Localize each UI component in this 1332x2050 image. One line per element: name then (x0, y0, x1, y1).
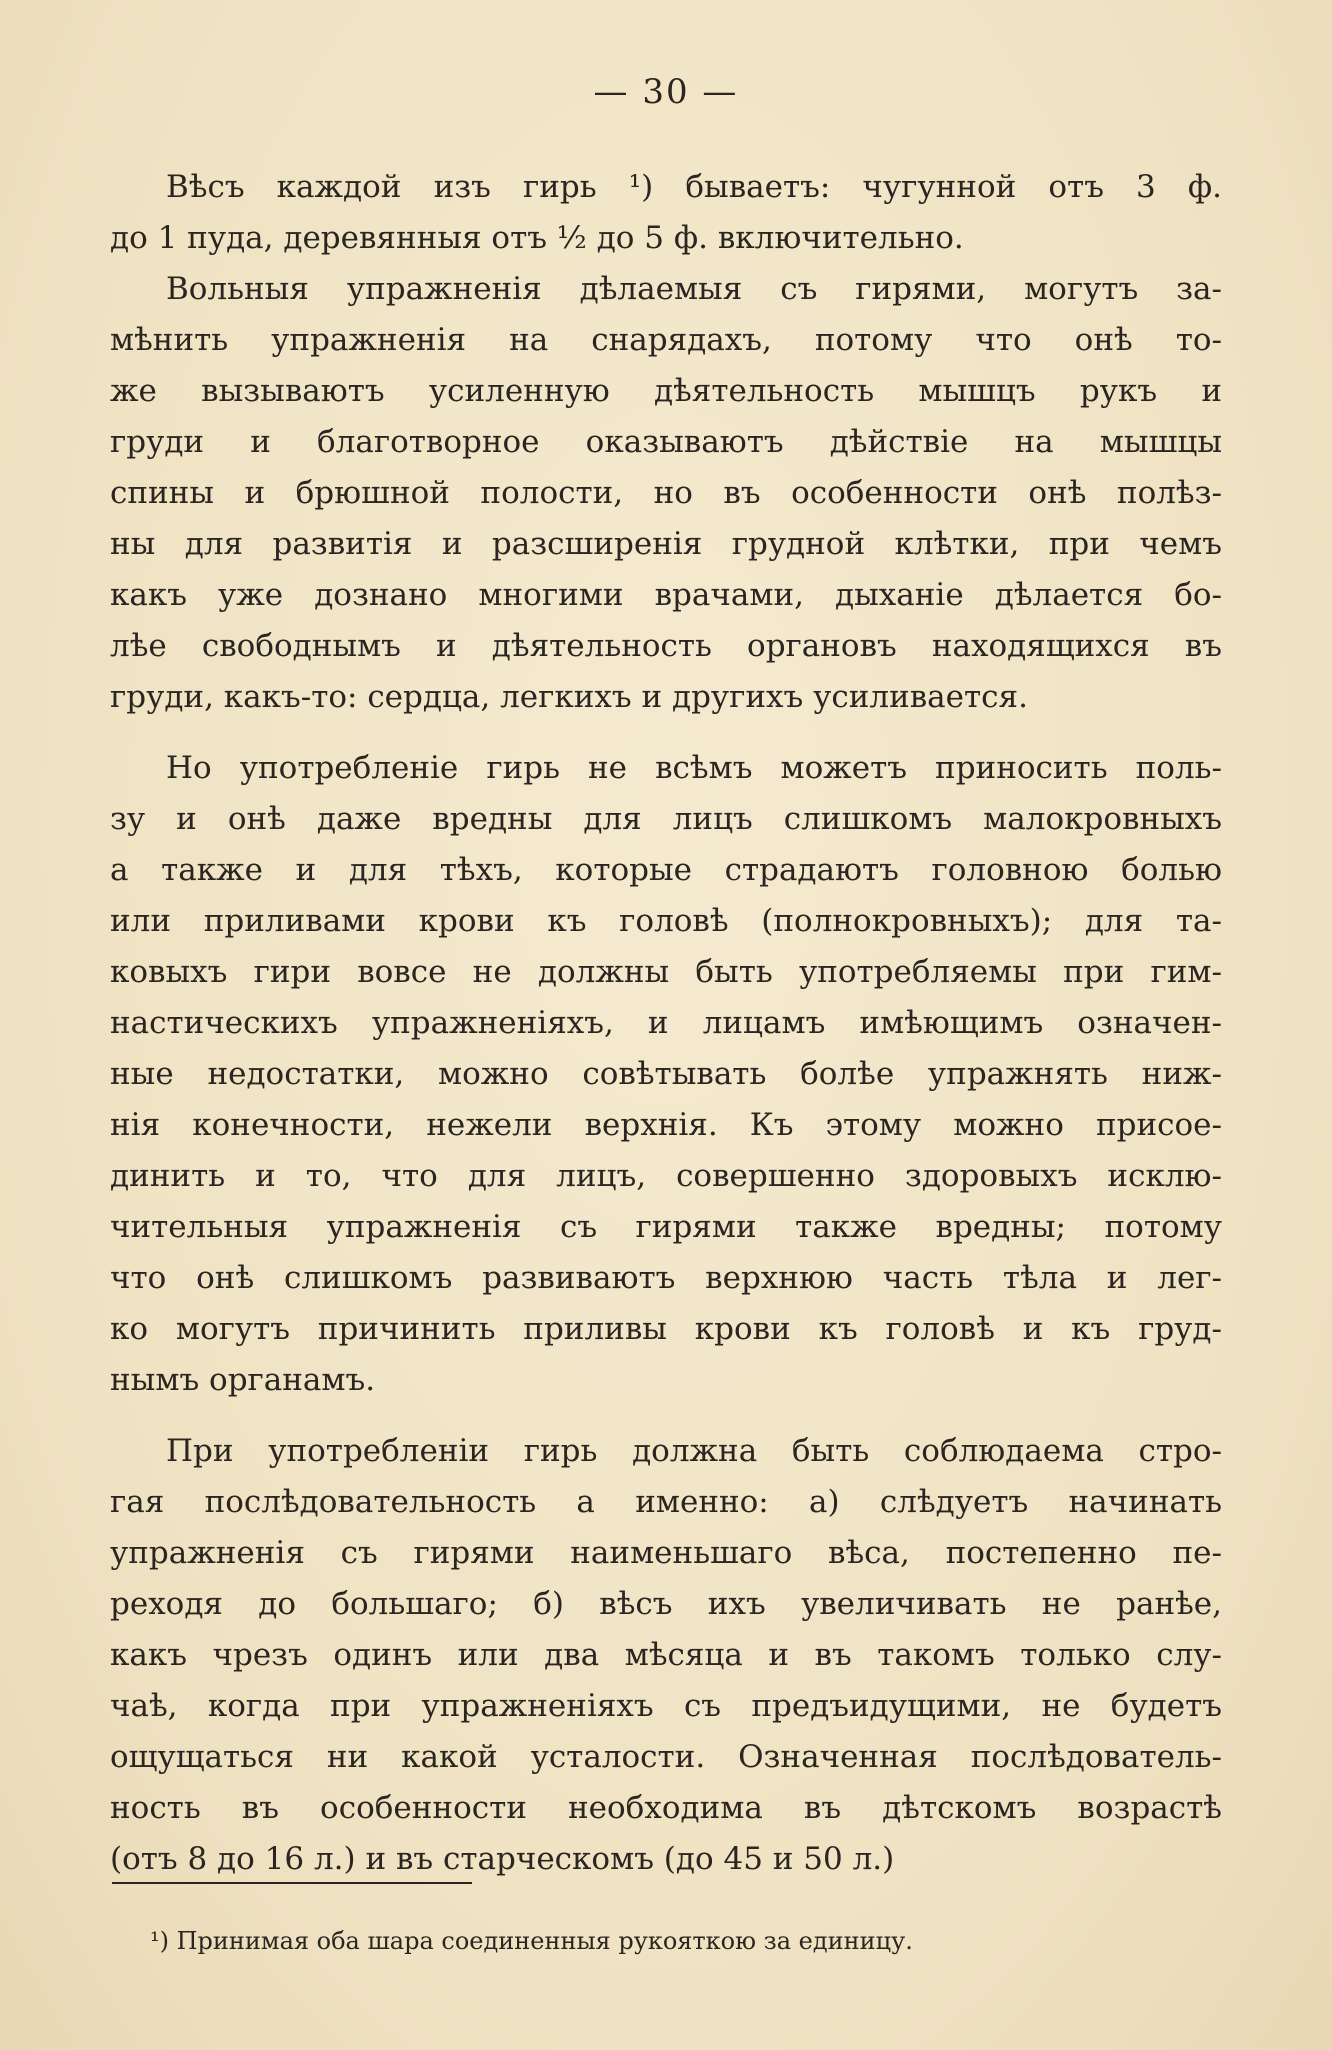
text-line: до 1 пуда, деревянныя отъ ½ до 5 ф. включительно. (110, 220, 964, 256)
text-line: динить и то, что для лицъ, совершенно здоровыхъ исклю- (110, 1158, 1222, 1194)
text-line: ко могутъ причинить приливы крови къ головѣ и къ груд- (110, 1311, 1222, 1347)
body-text (110, 162, 1222, 1885)
text-line: Но употребленіе гирь не всѣмъ можетъ приносить поль- (166, 750, 1222, 786)
text-line: нія конечности, нежели верхнія. Къ этому можно присое- (110, 1107, 1222, 1143)
text-line: ощущаться ни какой усталости. Означенная послѣдователь- (110, 1739, 1222, 1775)
text-line: груди, какъ-то: сердца, легкихъ и другихъ усиливается. (110, 679, 1028, 715)
text-line: чаѣ, когда при упражненіяхъ съ предъидущими, не будетъ (110, 1688, 1222, 1724)
text-line: реходя до большаго; б) вѣсъ ихъ увеличивать не ранѣе, (110, 1586, 1222, 1622)
footnote: ¹) Принимая оба шара соединенныя рукояткою за единицу. (150, 1927, 913, 1955)
text-line: гая послѣдовательность а именно: а) слѣдуетъ начинать (110, 1484, 1222, 1520)
text-line: чительныя упражненія съ гирями также вредны; потому (110, 1209, 1222, 1245)
text-line: При употребленіи гирь должна быть соблюдаема стро- (166, 1433, 1222, 1469)
text-line: ные недостатки, можно совѣтывать болѣе упражнять ниж- (110, 1056, 1222, 1092)
footnote-divider (112, 1882, 472, 1884)
text-line: Вѣсъ каждой изъ гирь ¹) бываетъ: чугунной отъ 3 ф. (166, 169, 1222, 205)
text-line: какъ уже дознано многими врачами, дыханіе дѣлается бо- (110, 577, 1222, 613)
text-line: упражненія съ гирями наименьшаго вѣса, постепенно пе- (110, 1535, 1222, 1571)
text-line: спины и брюшной полости, но въ особенности онѣ полѣз- (110, 475, 1222, 511)
text-line: настическихъ упражненіяхъ, и лицамъ имѣющимъ означен- (110, 1005, 1222, 1041)
text-line: (отъ 8 до 16 л.) и въ старческомъ (до 45 и 50 л.) (110, 1841, 895, 1877)
paragraph-gap (110, 1406, 1222, 1426)
text-line: что онѣ слишкомъ развиваютъ верхнюю часть тѣла и лег- (110, 1260, 1222, 1296)
text-line: ны для развитія и разсширенія грудной клѣтки, при чемъ (110, 526, 1222, 562)
text-line: нымъ органамъ. (110, 1362, 376, 1398)
text-line: лѣе свободнымъ и дѣятельность органовъ находящихся въ (110, 628, 1222, 664)
text-line: ность въ особенности необходима въ дѣтскомъ возрастѣ (110, 1790, 1222, 1826)
paragraph-gap (110, 723, 1222, 743)
text-line: зу и онѣ даже вредны для лицъ слишкомъ малокровныхъ (110, 801, 1222, 837)
page-number: — 30 — (593, 72, 739, 112)
text-line: Вольныя упражненія дѣлаемыя съ гирями, могутъ за- (166, 271, 1222, 307)
text-line: какъ чрезъ одинъ или два мѣсяца и въ такомъ только слу- (110, 1637, 1222, 1673)
text-line: ковыхъ гири вовсе не должны быть употребляемы при гим- (110, 954, 1222, 990)
text-line: мѣнить упражненія на снарядахъ, потому что онѣ то- (110, 322, 1222, 358)
text-line: а также и для тѣхъ, которые страдаютъ головною болью (110, 852, 1222, 888)
text-line: или приливами крови къ головѣ (полнокровныхъ); для та- (110, 903, 1222, 939)
text-line: груди и благотворное оказываютъ дѣйствіе на мышцы (110, 424, 1222, 460)
text-line: же вызываютъ усиленную дѣятельность мышцъ рукъ и (110, 373, 1222, 409)
